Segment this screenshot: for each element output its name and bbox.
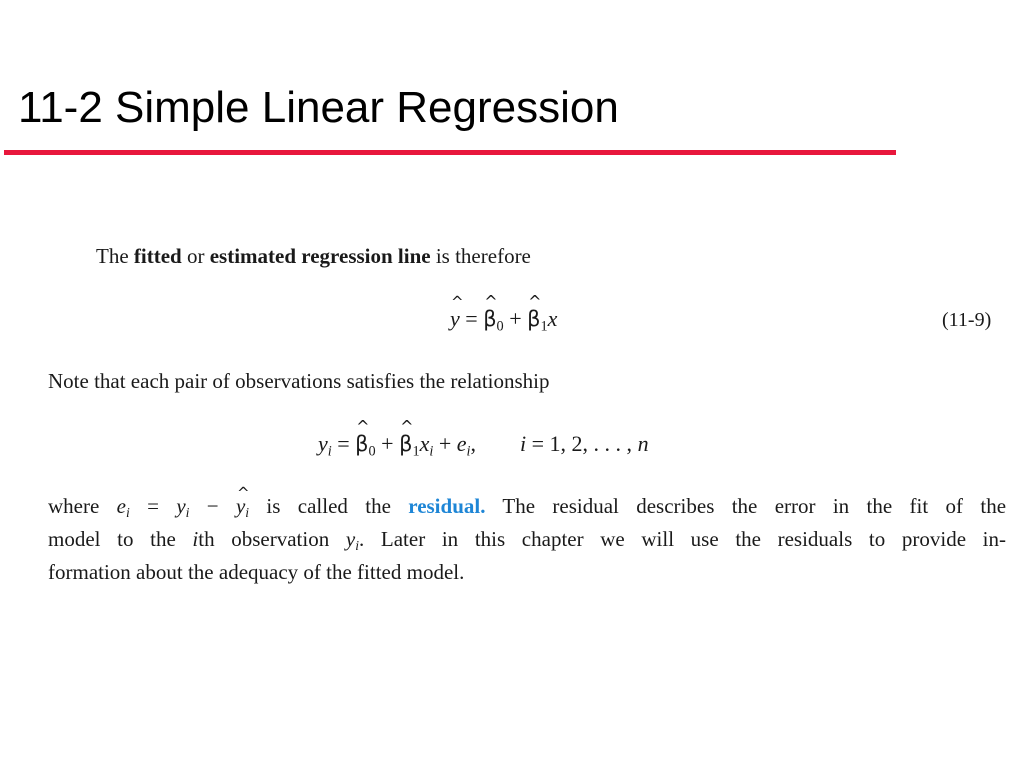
paragraph-line-1: where $e_i = y_i$ − ^ $y_i$ is called the residual. The residual describes the error in the fit of the xyxy=(48,490,1006,523)
equation-observation-model: $y_i$ = ^ $\beta_0$ + ^ $\beta_1x_i + e_i$, i = 1, 2, . . . , n xyxy=(318,431,649,457)
note-sentence: Note that each pair of observations satisfies the relationship xyxy=(48,369,550,393)
residual-paragraph xyxy=(48,490,1006,589)
equation-number: (11-9) xyxy=(942,309,992,331)
intro-sentence xyxy=(96,244,531,269)
residual-term: residual. xyxy=(408,494,486,518)
intro-pre: The xyxy=(96,244,134,268)
paragraph-line-2: model to the ith observation $y_i$. Later in this chapter we will use the residuals to provide in- xyxy=(48,527,1007,554)
paragraph-line-3: formation about the adequacy of the fitted model. xyxy=(48,560,465,584)
intro-term-estimated-line: estimated regression line xyxy=(209,244,431,268)
title-underline xyxy=(4,150,896,155)
intro-term-fitted: fitted xyxy=(133,244,182,268)
equation-fitted-line: ^ y = ^ $\beta_0$ + ^ $\beta_1x$ xyxy=(450,306,557,332)
slide-title: 11-2 Simple Linear Regression xyxy=(18,83,619,132)
intro-post: is therefore xyxy=(430,244,531,268)
intro-mid: or xyxy=(181,244,210,268)
